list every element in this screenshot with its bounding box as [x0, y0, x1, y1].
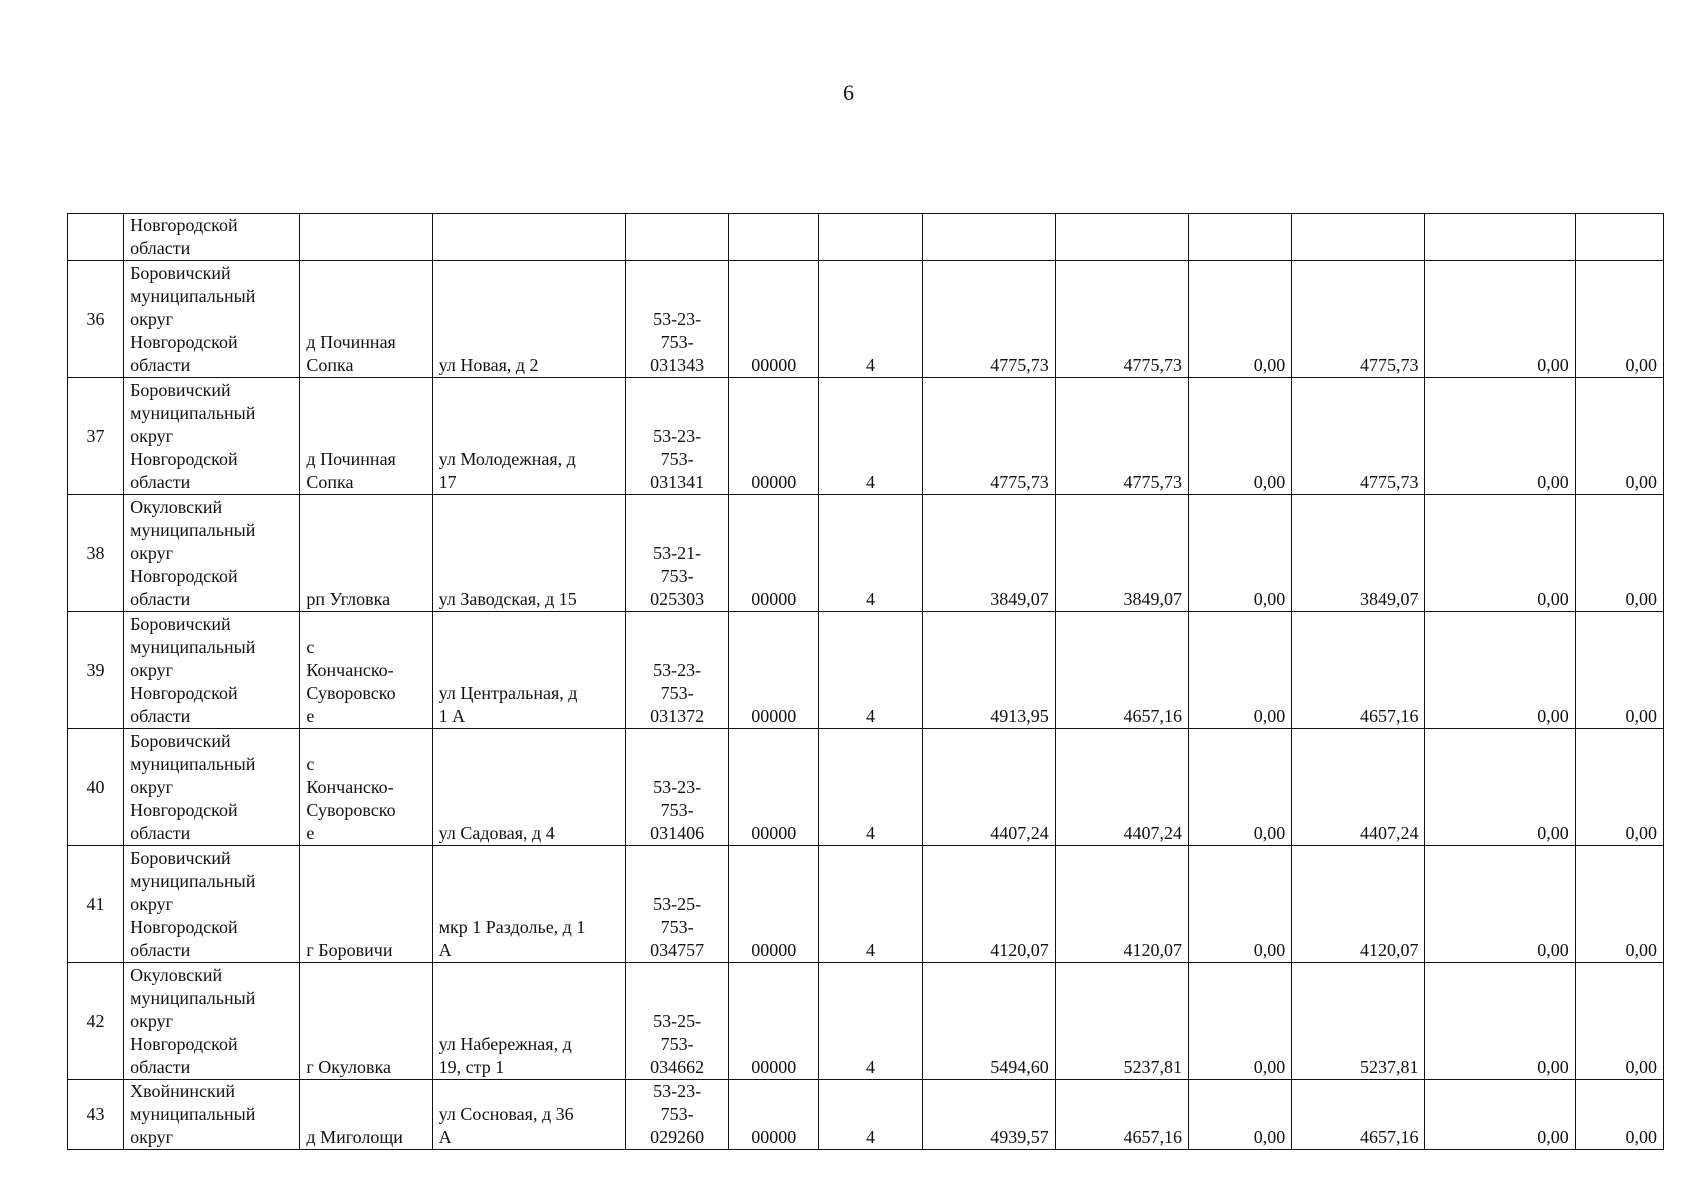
- cell-settlement: г Окуловка: [300, 963, 432, 1080]
- cell-settlement: с Кончанско- Суворовско е: [300, 612, 432, 729]
- cell-municipality: Боровичский муниципальный округ Новгородской области: [124, 378, 300, 495]
- cell-c2: 4: [819, 495, 922, 612]
- cell-v5: 0,00: [1425, 963, 1575, 1080]
- cell-v4: 4657,16: [1292, 1080, 1425, 1150]
- cell-c1: 00000: [729, 612, 819, 729]
- cell-code: 53-23- 753- 031341: [626, 378, 729, 495]
- cell-v6: 0,00: [1575, 612, 1663, 729]
- cell-v1: 5494,60: [922, 963, 1055, 1080]
- cell-municipality: Боровичский муниципальный округ Новгородской области: [124, 261, 300, 378]
- cell-v2: 5237,81: [1055, 963, 1188, 1080]
- cell-address: ул Набережная, д 19, стр 1: [432, 963, 625, 1080]
- cell-v1: 4775,73: [922, 378, 1055, 495]
- cell-code: 53-21- 753- 025303: [626, 495, 729, 612]
- cell-v1: 4913,95: [922, 612, 1055, 729]
- table-row: [68, 261, 1664, 378]
- cell-settlement: д Починная Сопка: [300, 378, 432, 495]
- cell-municipality: Окуловский муниципальный округ Новгородской области: [124, 495, 300, 612]
- cell-v1: 4120,07: [922, 846, 1055, 963]
- cell-v5: 0,00: [1425, 846, 1575, 963]
- table-row-continuation: [68, 214, 1664, 261]
- cell-c2: 4: [819, 963, 922, 1080]
- cell-num: 38: [68, 495, 124, 612]
- cell-v1: 4775,73: [922, 261, 1055, 378]
- cell-v6: 0,00: [1575, 846, 1663, 963]
- cell-v6: [1575, 214, 1663, 261]
- cell-v5: 0,00: [1425, 261, 1575, 378]
- cell-v1: 4407,24: [922, 729, 1055, 846]
- cell-c1: [729, 214, 819, 261]
- cell-settlement: д Починная Сопка: [300, 261, 432, 378]
- cell-c2: 4: [819, 612, 922, 729]
- cell-v3: 0,00: [1189, 495, 1292, 612]
- cell-v3: 0,00: [1189, 261, 1292, 378]
- cell-address: ул Садовая, д 4: [432, 729, 625, 846]
- table-row: [68, 1080, 1664, 1150]
- cell-address: ул Центральная, д 1 А: [432, 612, 625, 729]
- cell-v6: 0,00: [1575, 495, 1663, 612]
- cell-c1: 00000: [729, 963, 819, 1080]
- cell-code: 53-23- 753- 029260: [626, 1080, 729, 1150]
- cell-v6: 0,00: [1575, 261, 1663, 378]
- cell-v6: 0,00: [1575, 963, 1663, 1080]
- cell-c2: [819, 214, 922, 261]
- cell-v3: 0,00: [1189, 729, 1292, 846]
- cell-v3: 0,00: [1189, 378, 1292, 495]
- cell-code: 53-25- 753- 034757: [626, 846, 729, 963]
- cell-v3: 0,00: [1189, 612, 1292, 729]
- cell-c1: 00000: [729, 846, 819, 963]
- page-number: 6: [843, 80, 854, 105]
- cell-code: 53-23- 753- 031372: [626, 612, 729, 729]
- cell-v2: 4657,16: [1055, 1080, 1188, 1150]
- cell-num: [68, 214, 124, 261]
- cell-v4: 4407,24: [1292, 729, 1425, 846]
- table-row: [68, 846, 1664, 963]
- cell-settlement: г Боровичи: [300, 846, 432, 963]
- cell-v4: 3849,07: [1292, 495, 1425, 612]
- cell-v4: 4657,16: [1292, 612, 1425, 729]
- table-row: [68, 378, 1664, 495]
- cell-v6: 0,00: [1575, 1080, 1663, 1150]
- cell-v4: 4120,07: [1292, 846, 1425, 963]
- cell-v4: 4775,73: [1292, 261, 1425, 378]
- cell-address: ул Сосновая, д 36 А: [432, 1080, 625, 1150]
- cell-num: 40: [68, 729, 124, 846]
- cell-municipality: Боровичский муниципальный округ Новгородской области: [124, 729, 300, 846]
- cell-settlement: рп Угловка: [300, 495, 432, 612]
- cell-num: 39: [68, 612, 124, 729]
- cell-v5: 0,00: [1425, 1080, 1575, 1150]
- cell-address: ул Новая, д 2: [432, 261, 625, 378]
- data-table: [67, 213, 1664, 1150]
- table-row: [68, 495, 1664, 612]
- cell-v3: [1189, 214, 1292, 261]
- cell-c2: 4: [819, 846, 922, 963]
- cell-municipality: Окуловский муниципальный округ Новгородской области: [124, 963, 300, 1080]
- cell-v6: 0,00: [1575, 729, 1663, 846]
- cell-v5: 0,00: [1425, 378, 1575, 495]
- table-row: [68, 612, 1664, 729]
- cell-address: ул Заводская, д 15: [432, 495, 625, 612]
- cell-settlement: д Миголощи: [300, 1080, 432, 1150]
- cell-num: 41: [68, 846, 124, 963]
- cell-v3: 0,00: [1189, 846, 1292, 963]
- cell-v4: 5237,81: [1292, 963, 1425, 1080]
- cell-c1: 00000: [729, 378, 819, 495]
- cell-v3: 0,00: [1189, 1080, 1292, 1150]
- cell-v4: [1292, 214, 1425, 261]
- cell-v1: 3849,07: [922, 495, 1055, 612]
- cell-num: 42: [68, 963, 124, 1080]
- cell-v2: 4775,73: [1055, 261, 1188, 378]
- cell-c2: 4: [819, 378, 922, 495]
- cell-v5: 0,00: [1425, 495, 1575, 612]
- cell-c1: 00000: [729, 729, 819, 846]
- cell-num: 37: [68, 378, 124, 495]
- cell-settlement: с Кончанско- Суворовско е: [300, 729, 432, 846]
- cell-address: ул Молодежная, д 17: [432, 378, 625, 495]
- cell-c1: 00000: [729, 1080, 819, 1150]
- cell-c2: 4: [819, 261, 922, 378]
- cell-v5: [1425, 214, 1575, 261]
- cell-v2: 4120,07: [1055, 846, 1188, 963]
- cell-v3: 0,00: [1189, 963, 1292, 1080]
- cell-v2: 4657,16: [1055, 612, 1188, 729]
- cell-code: 53-25- 753- 034662: [626, 963, 729, 1080]
- cell-c2: 4: [819, 1080, 922, 1150]
- cell-address: [432, 214, 625, 261]
- cell-municipality: Боровичский муниципальный округ Новгородской области: [124, 612, 300, 729]
- cell-code: 53-23- 753- 031343: [626, 261, 729, 378]
- cell-v5: 0,00: [1425, 612, 1575, 729]
- cell-c1: 00000: [729, 261, 819, 378]
- cell-municipality: Новгородской области: [124, 214, 300, 261]
- cell-v2: 4775,73: [1055, 378, 1188, 495]
- cell-c2: 4: [819, 729, 922, 846]
- cell-v1: [922, 214, 1055, 261]
- cell-v2: 3849,07: [1055, 495, 1188, 612]
- cell-v6: 0,00: [1575, 378, 1663, 495]
- table-row: [68, 729, 1664, 846]
- cell-municipality: Хвойнинский муниципальный округ: [124, 1080, 300, 1150]
- cell-settlement: [300, 214, 432, 261]
- cell-c1: 00000: [729, 495, 819, 612]
- cell-v5: 0,00: [1425, 729, 1575, 846]
- cell-num: 36: [68, 261, 124, 378]
- cell-code: [626, 214, 729, 261]
- cell-v2: [1055, 214, 1188, 261]
- cell-code: 53-23- 753- 031406: [626, 729, 729, 846]
- cell-v2: 4407,24: [1055, 729, 1188, 846]
- cell-address: мкр 1 Раздолье, д 1 А: [432, 846, 625, 963]
- cell-municipality: Боровичский муниципальный округ Новгородской области: [124, 846, 300, 963]
- cell-v4: 4775,73: [1292, 378, 1425, 495]
- table-row: [68, 963, 1664, 1080]
- cell-num: 43: [68, 1080, 124, 1150]
- cell-v1: 4939,57: [922, 1080, 1055, 1150]
